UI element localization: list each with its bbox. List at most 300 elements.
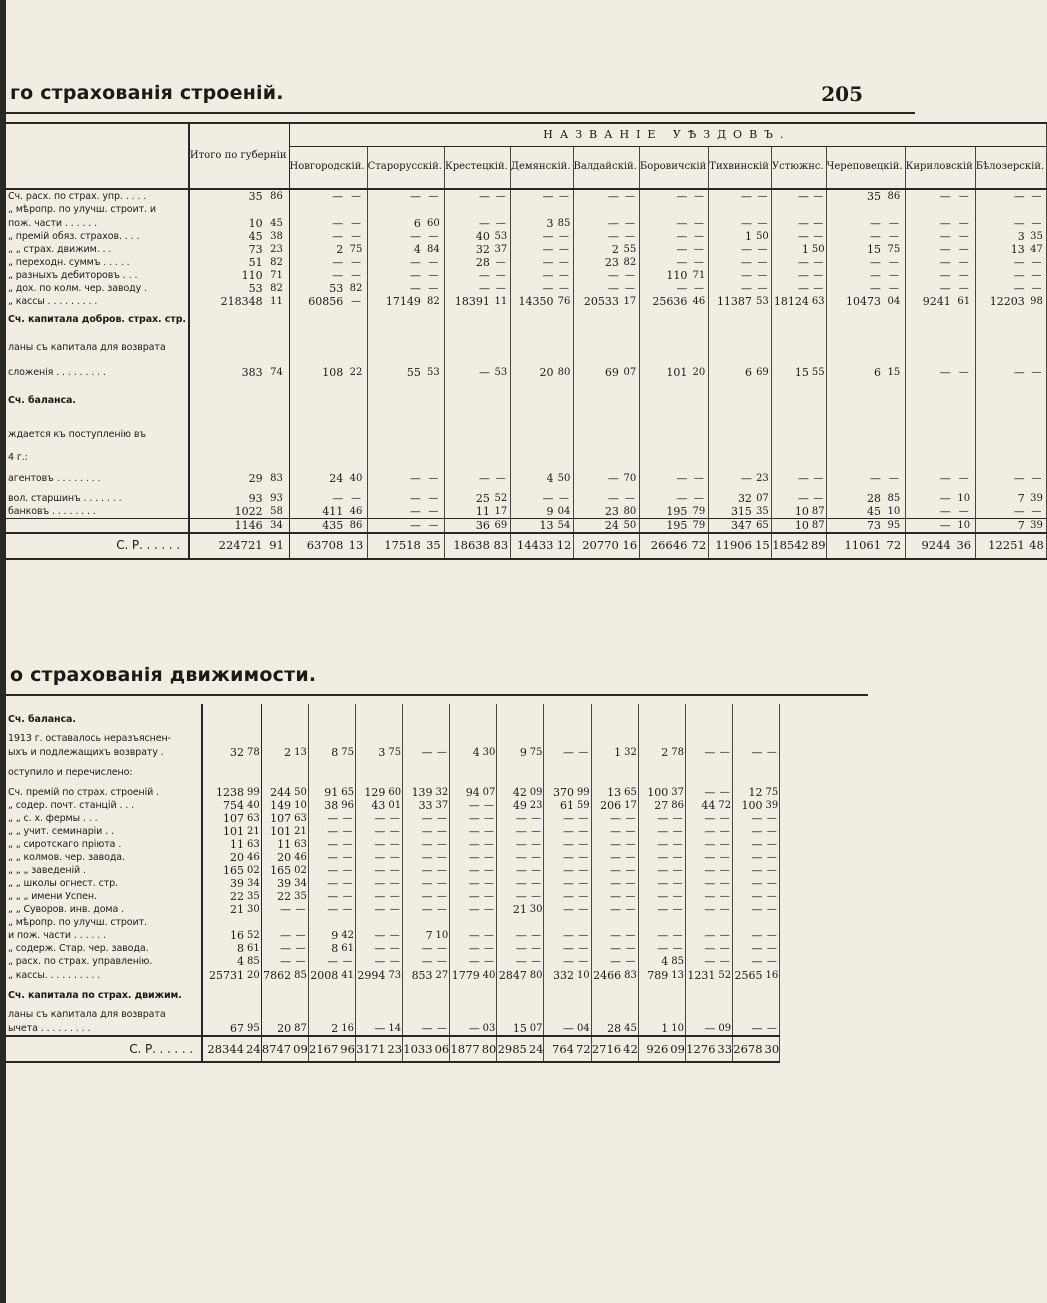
district-value-kopecks: — [717, 864, 732, 877]
district-value-rubles [355, 1006, 387, 1022]
district-value-rubles: — [797, 229, 809, 243]
district-header: Старорусскій. [367, 147, 444, 189]
district-value-kopecks: 32 [624, 746, 637, 758]
ledger-row [6, 420, 1047, 450]
ledger-row [6, 785, 780, 799]
total-value-rubles: 93 [248, 491, 263, 505]
total-value-rubles: 29 [248, 472, 263, 485]
ledger-row [6, 851, 780, 864]
district-value-kopecks: 72 [883, 533, 905, 559]
district-value-rubles [261, 732, 293, 745]
district-value-kopecks: — [293, 955, 308, 968]
district-value-rubles: — [751, 745, 763, 759]
district-value-rubles: 3 [546, 216, 554, 230]
district-value-rubles [289, 330, 345, 366]
district-value-rubles: — [657, 864, 669, 877]
district-value-kopecks: — [576, 812, 591, 825]
district-value-rubles: — [562, 745, 574, 759]
district-value-rubles: — [610, 877, 622, 890]
district-value-rubles: — [332, 491, 344, 505]
district-value-rubles [905, 450, 953, 466]
district-value-rubles [709, 420, 754, 450]
district-value-kopecks [623, 759, 638, 785]
total-value-kopecks [265, 380, 289, 420]
district-value-kopecks: — [387, 812, 402, 825]
total-value-kopecks [246, 982, 261, 1006]
total-value-kopecks: 71 [265, 269, 289, 282]
district-value-kopecks: 27 [435, 969, 449, 981]
district-value-rubles: 73 [826, 518, 883, 533]
district-value-kopecks: 55 [811, 367, 825, 378]
district-value-kopecks: — [576, 903, 591, 916]
district-value-rubles: — [421, 955, 433, 968]
district-value-kopecks: 63 [811, 295, 825, 307]
district-value-rubles: — [562, 864, 574, 877]
district-value-kopecks: 86 [345, 518, 367, 533]
district-value-kopecks: — [765, 942, 780, 955]
district-value-rubles: — [704, 864, 716, 877]
district-value-kopecks [482, 916, 497, 929]
district-value-rubles: 14433 [510, 533, 555, 559]
district-value-rubles: 9244 [905, 533, 953, 559]
district-value-rubles: 764 [544, 1036, 576, 1062]
district-value-kopecks: 06 [435, 1036, 450, 1062]
row-label: ждается къ поступленію въ [6, 420, 189, 450]
ledger-row [6, 1006, 780, 1022]
district-value-rubles: — [421, 877, 433, 890]
district-value-rubles: — [751, 955, 763, 968]
district-value-rubles: 149 [270, 799, 292, 812]
district-value-kopecks [811, 330, 826, 366]
district-value-kopecks: 10 [576, 969, 590, 981]
district-value-kopecks: 96 [340, 1036, 355, 1062]
district-value-kopecks: — [423, 505, 445, 519]
total-value-kopecks: 85 [246, 956, 260, 967]
district-value-rubles: — [468, 903, 480, 916]
district-value-kopecks: 82 [423, 295, 445, 308]
district-value-rubles: 12251 [975, 533, 1026, 559]
district-value-rubles: 411 [322, 504, 344, 518]
district-value-kopecks: 10 [953, 518, 976, 533]
district-value-kopecks: 69 [492, 518, 510, 533]
district-value-kopecks: 53 [492, 230, 510, 243]
district-value-kopecks: 69 [754, 366, 772, 380]
district-value-rubles [573, 203, 621, 217]
district-value-kopecks [387, 916, 402, 929]
district-value-kopecks: 39 [765, 800, 779, 811]
row-label: Сч. расх. по страх. упр. . . . . [6, 189, 189, 203]
district-value-rubles: — [374, 825, 386, 838]
district-value-kopecks [340, 1006, 355, 1022]
district-value-kopecks: — [953, 230, 976, 243]
district-value-rubles: 1276 [685, 1036, 717, 1062]
row-label: „ дох. по колм. чер. заводу . [6, 282, 189, 295]
district-value-kopecks: — [435, 877, 450, 890]
district-value-kopecks: — [953, 366, 976, 380]
district-value-rubles: 10 [794, 504, 809, 518]
district-value-rubles [826, 330, 883, 366]
district-value-kopecks [340, 704, 355, 732]
district-value-rubles [639, 308, 689, 330]
row-label: „ „ „ заведеній . [6, 864, 202, 877]
district-value-rubles: 40 [475, 229, 490, 243]
district-value-rubles [544, 982, 576, 1006]
district-value-kopecks: — [1027, 256, 1047, 269]
district-value-rubles: 43 [371, 799, 386, 812]
district-value-kopecks [754, 308, 772, 330]
district-value-kopecks [482, 704, 497, 732]
total-value-kopecks [265, 308, 289, 330]
district-value-kopecks: — [423, 230, 445, 243]
district-value-rubles: — [610, 942, 622, 955]
district-value-rubles: 8 [331, 745, 339, 759]
ledger-row [6, 282, 1047, 295]
district-value-rubles: 110 [666, 268, 688, 282]
district-value-rubles [444, 203, 491, 217]
total-value-kopecks: 30 [246, 904, 260, 915]
district-value-rubles: — [562, 825, 574, 838]
district-value-rubles [510, 308, 555, 330]
district-value-rubles: 7 [1017, 491, 1025, 505]
district-value-kopecks [340, 916, 355, 929]
district-value-kopecks [492, 380, 510, 420]
district-value-rubles [685, 704, 717, 732]
district-value-kopecks: — [717, 812, 732, 825]
row-label: Сч. премій по страх. строеній . [6, 785, 202, 799]
total-value-kopecks: 86 [265, 189, 289, 203]
district-value-rubles: 2167 [308, 1036, 340, 1062]
total-value-rubles: 25731 [209, 968, 244, 982]
district-value-rubles: — [562, 838, 574, 851]
district-value-kopecks: 12 [556, 533, 574, 559]
total-value-kopecks: 40 [246, 800, 260, 811]
district-value-kopecks: 47 [1027, 243, 1047, 256]
ledger-row [6, 745, 780, 759]
district-value-kopecks [556, 308, 574, 330]
total-value-rubles: 35 [248, 189, 263, 203]
district-value-rubles: — [607, 281, 619, 295]
district-value-rubles: 17149 [385, 294, 421, 308]
district-value-rubles [685, 916, 717, 929]
ledger-row [6, 799, 780, 812]
district-value-rubles: 789 [647, 968, 669, 982]
district-value-rubles: — [374, 955, 386, 968]
district-value-rubles: — [870, 229, 882, 243]
district-value-rubles: 3 [378, 745, 386, 759]
district-value-kopecks: 09 [293, 1036, 308, 1062]
district-value-rubles: 28 [867, 491, 882, 505]
ledger-row [6, 269, 1047, 282]
district-value-kopecks [811, 203, 826, 217]
district-value-kopecks: 45 [624, 1023, 637, 1034]
buildings-ledger-table [6, 122, 1047, 560]
district-value-rubles: — [704, 903, 716, 916]
district-value-kopecks [556, 450, 574, 466]
district-value-kopecks: 63 [294, 813, 307, 824]
district-value-rubles: — [542, 281, 554, 295]
district-value-kopecks: — [623, 812, 638, 825]
district-value-rubles: — [870, 255, 882, 269]
district-value-kopecks: — [492, 282, 510, 295]
district-value-rubles [638, 732, 670, 745]
district-value-rubles: 12 [748, 785, 763, 799]
district-value-kopecks: — [387, 838, 402, 851]
district-value-kopecks: — [345, 217, 367, 230]
district-header: Устюжнс. [771, 147, 826, 189]
district-value-rubles [510, 450, 555, 466]
district-value-rubles [975, 308, 1026, 330]
district-value-rubles: 55 [406, 366, 421, 379]
district-value-rubles: — [939, 216, 951, 230]
ledger-row [6, 838, 780, 851]
district-value-rubles: — [478, 189, 490, 203]
district-value-kopecks: 50 [294, 786, 307, 798]
district-value-kopecks: 11 [492, 295, 510, 308]
total-value-rubles: 73 [248, 242, 263, 256]
district-value-kopecks: — [1027, 282, 1047, 295]
district-value-rubles: 3 [1017, 229, 1025, 243]
district-value-rubles: — [870, 216, 882, 230]
district-value-rubles [573, 330, 621, 366]
district-value-rubles: — [327, 838, 339, 851]
district-value-rubles: 107 [270, 812, 292, 825]
district-value-rubles: 69 [604, 366, 619, 379]
district-value-rubles [367, 450, 423, 466]
district-value-kopecks: — [576, 929, 591, 942]
district-value-kopecks [811, 308, 826, 330]
district-value-rubles [308, 732, 340, 745]
district-value-rubles [733, 916, 765, 929]
district-value-rubles: 1 [661, 1022, 669, 1035]
district-value-kopecks: 17 [624, 800, 637, 811]
district-value-rubles: — [610, 929, 622, 942]
district-value-kopecks: — [293, 903, 308, 916]
district-value-rubles: — [751, 825, 763, 838]
total-value-kopecks: 34 [265, 518, 289, 533]
district-value-kopecks: 54 [556, 518, 574, 533]
district-value-kopecks: — [576, 877, 591, 890]
district-value-rubles: — [280, 942, 292, 955]
row-label: пож. части . . . . . . [6, 217, 189, 230]
district-value-kopecks: 14 [388, 1023, 402, 1034]
district-value-kopecks: 36 [953, 533, 976, 559]
district-value-rubles: — [751, 903, 763, 916]
ledger-row [6, 1022, 780, 1036]
district-value-rubles: — [870, 268, 882, 282]
district-value-kopecks [387, 982, 402, 1006]
district-value-rubles: — [374, 851, 386, 864]
district-value-kopecks [717, 982, 732, 1006]
ledger-row [6, 330, 1047, 366]
district-value-kopecks: — [717, 745, 732, 759]
page-number: 205 [821, 82, 863, 106]
district-value-rubles: — [542, 268, 554, 282]
district-value-kopecks: 87 [811, 519, 825, 531]
total-value-kopecks: 46 [246, 852, 260, 863]
district-value-rubles [510, 203, 555, 217]
district-value-rubles: — [374, 864, 386, 877]
district-value-rubles: — [468, 942, 480, 955]
total-value-kopecks: 95 [246, 1023, 260, 1034]
district-value-kopecks: — [387, 864, 402, 877]
district-value-kopecks [689, 380, 708, 420]
district-value-kopecks: — [576, 838, 591, 851]
ledger-row [6, 189, 1047, 203]
district-value-rubles: — [676, 229, 688, 243]
district-value-kopecks [482, 1006, 497, 1022]
district-value-kopecks [556, 380, 574, 420]
district-value-kopecks: — [765, 890, 780, 903]
district-value-rubles [444, 330, 491, 366]
row-label: „ мѣропр. по улучш. строит. [6, 916, 202, 929]
label-column-header [6, 123, 189, 189]
district-value-kopecks: — [689, 492, 708, 505]
district-header: Боровичскій [639, 147, 708, 189]
district-value-rubles: — [797, 189, 809, 203]
district-value-rubles: 15 [867, 242, 882, 256]
district-value-kopecks: — [423, 269, 445, 282]
district-value-kopecks: — [345, 492, 367, 505]
district-value-rubles: — [797, 255, 809, 269]
district-value-rubles: — [468, 864, 480, 877]
district-value-rubles: — [478, 366, 490, 379]
district-value-rubles: 9 [519, 745, 527, 759]
district-value-rubles: 315 [730, 504, 752, 518]
district-value-kopecks: — [423, 256, 445, 269]
district-value-kopecks: — [345, 295, 367, 308]
district-value-kopecks: — [482, 890, 497, 903]
district-value-kopecks: — [953, 282, 976, 295]
district-value-rubles [308, 759, 340, 785]
total-value-rubles: 1146 [189, 518, 265, 533]
district-value-kopecks: — [293, 942, 308, 955]
district-value-rubles: — [657, 929, 669, 942]
district-value-rubles [355, 916, 387, 929]
district-value-rubles: — [374, 929, 386, 942]
district-value-rubles: 21 [512, 903, 527, 916]
district-value-rubles: — [327, 825, 339, 838]
district-value-rubles: — [740, 216, 752, 230]
district-value-kopecks: 82 [621, 256, 640, 269]
district-value-kopecks: 16 [621, 533, 640, 559]
district-value-kopecks [754, 330, 772, 366]
district-value-kopecks [482, 759, 497, 785]
district-value-rubles [975, 420, 1026, 450]
district-value-kopecks: 10 [671, 1023, 684, 1034]
district-value-rubles: 2466 [593, 968, 622, 982]
district-value-kopecks: — [689, 466, 708, 492]
district-value-rubles: — [478, 268, 490, 282]
district-value-kopecks [811, 450, 826, 466]
district-value-kopecks: 85 [556, 217, 574, 230]
row-label: С. Р. . . . . . [6, 1036, 202, 1062]
district-value-kopecks: 53 [423, 366, 445, 380]
total-value-kopecks: 21 [246, 826, 260, 837]
district-value-rubles: 63708 [289, 533, 345, 559]
district-value-kopecks: — [482, 877, 497, 890]
district-value-rubles: — [374, 812, 386, 825]
district-value-kopecks: 09 [529, 786, 543, 798]
district-value-kopecks: 86 [883, 189, 905, 203]
district-value-rubles [709, 380, 754, 420]
district-value-kopecks: — [670, 851, 685, 864]
district-value-rubles: 3171 [355, 1036, 387, 1062]
district-value-rubles: — [409, 504, 421, 518]
district-value-rubles [639, 420, 689, 450]
district-value-rubles: — [657, 890, 669, 903]
district-value-rubles [639, 450, 689, 466]
district-value-rubles: 28 [475, 255, 490, 269]
district-value-rubles: 206 [600, 799, 622, 812]
district-value-rubles: 17518 [367, 533, 423, 559]
total-value-kopecks: 23 [265, 243, 289, 256]
district-value-kopecks: — [435, 812, 450, 825]
district-value-kopecks: — [953, 189, 976, 203]
district-value-rubles: — [676, 216, 688, 230]
district-value-kopecks: — [717, 877, 732, 890]
district-value-rubles: — [332, 189, 344, 203]
district-value-kopecks: 46 [345, 505, 367, 519]
district-value-rubles: — [515, 838, 527, 851]
district-value-rubles [497, 732, 529, 745]
district-value-rubles: 11061 [826, 533, 883, 559]
district-value-rubles [355, 982, 387, 1006]
district-value-kopecks [387, 1006, 402, 1022]
district-value-rubles: 4 [413, 242, 421, 256]
district-value-kopecks: — [423, 518, 445, 533]
district-value-rubles: 94 [465, 785, 480, 799]
district-value-kopecks: — [529, 864, 544, 877]
district-value-kopecks: 10 [883, 505, 905, 519]
district-value-rubles [685, 732, 717, 745]
district-value-kopecks: — [953, 217, 976, 230]
total-value-rubles: 1238 [216, 785, 244, 799]
district-value-kopecks [953, 330, 976, 366]
district-value-rubles: — [468, 851, 480, 864]
district-value-rubles: 4 [472, 745, 480, 759]
district-value-rubles: — [562, 890, 574, 903]
district-value-kopecks: — [670, 942, 685, 955]
total-value-rubles: 51 [248, 255, 263, 269]
district-value-kopecks: — [340, 890, 355, 903]
district-value-rubles [367, 380, 423, 420]
district-value-kopecks: — [953, 243, 976, 256]
district-value-kopecks: 24 [529, 1036, 544, 1062]
row-label: „ разныхъ дебиторовъ . . . [6, 269, 189, 282]
district-value-rubles [497, 916, 529, 929]
district-value-rubles [733, 704, 765, 732]
district-value-kopecks: 63 [294, 839, 307, 850]
district-value-rubles: 11906 [709, 533, 754, 559]
district-value-kopecks [670, 916, 685, 929]
district-value-rubles: — [751, 877, 763, 890]
district-value-rubles: 2847 [498, 968, 527, 982]
total-value-kopecks [246, 732, 261, 745]
district-value-rubles: — [421, 851, 433, 864]
district-value-kopecks: 16 [765, 969, 779, 981]
district-value-kopecks: 61 [341, 943, 354, 954]
district-value-rubles: 61 [559, 799, 574, 812]
district-value-rubles: 18391 [454, 294, 490, 308]
district-value-rubles [709, 450, 754, 466]
total-value-rubles [202, 732, 246, 745]
district-value-rubles [261, 759, 293, 785]
district-value-kopecks: — [754, 269, 772, 282]
ledger-row [6, 732, 780, 745]
district-value-rubles: 39 [277, 877, 292, 890]
district-value-rubles: 42 [512, 785, 527, 799]
district-value-rubles: — [704, 812, 716, 825]
